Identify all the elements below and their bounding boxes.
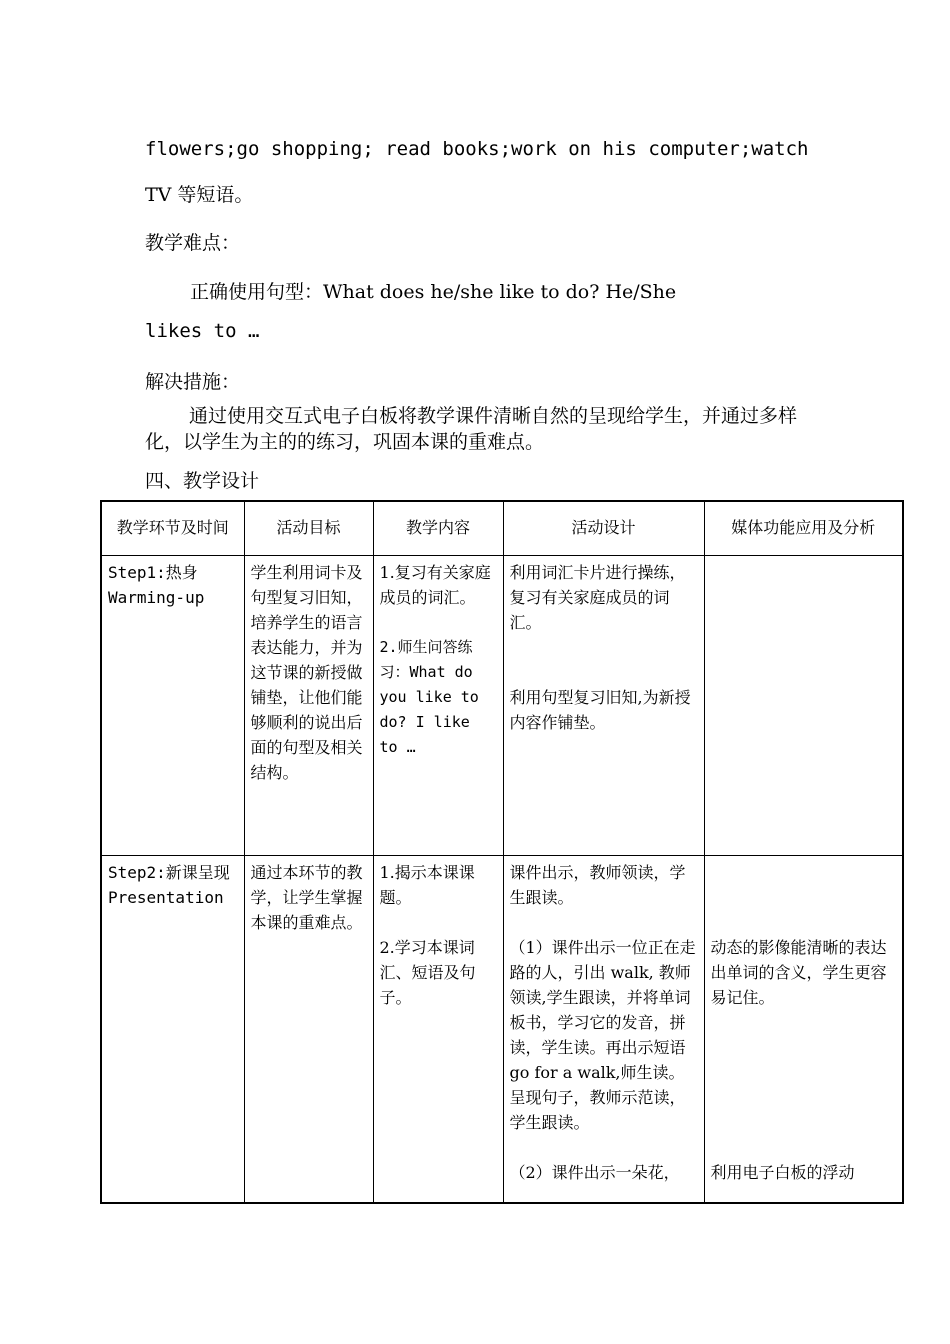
row2-content-2: 2.学习本课词汇、短语及句子。 [379,937,476,1007]
row2-step: Step2:新课呈现 Presentation [101,855,244,1203]
header-step-time: 教学环节及时间 [101,501,244,555]
table-row [101,555,903,855]
header-goal: 活动目标 [244,501,373,555]
intro-line-1: flowers;go shopping; read books;work on his computer;watch [145,138,809,160]
row1-content-2: 2.师生问答练习：What do you like to do? I like to … [379,637,479,756]
difficulty-heading: 教学难点： [145,232,241,254]
row2-design-cell [503,855,704,1203]
section-title: 四、教学设计 [145,470,260,492]
row1-content-1: 1.复习有关家庭成员的词汇。 [379,562,491,607]
row2-content-cell [373,855,503,1203]
solution-text: 通过使用交互式电子白板将教学课件清晰自然的呈现给学生，并通过多样化，以学生为主的的练习，巩固本课的重难点。 [145,405,798,453]
header-design: 活动设计 [503,501,704,555]
row1-design-2: 利用句型复习旧知,为新授内容作铺垫。 [509,687,691,732]
header-media: 媒体功能应用及分析 [704,501,903,555]
row1-design-cell [503,555,704,855]
row2-design-1: 课件出示，教师领读，学生跟读。 [509,862,686,907]
row1-design-1: 利用词汇卡片进行操练，复习有关家庭成员的词汇。 [509,562,686,632]
header-content: 教学内容 [373,501,503,555]
solution-heading: 解决措施： [145,371,241,393]
row1-step: Step1:热身 Warming-up [101,555,244,855]
row2-design-3: （2）课件出示一朵花， [509,1162,680,1182]
row2-content-1: 1.揭示本课课题。 [379,862,475,907]
table-row [101,855,903,1203]
solution-paragraph [145,403,825,455]
table-header-row [101,501,903,555]
row2-design-2: （1）课件出示一位正在走路的人，引出 walk, 教师领读,学生跟读，并将单词板书，学习它的发音，拼读，学生读。再出示短语 go for a walk,师生读。呈现句子，教师示范读，学生跟读。 [509,937,696,1132]
row2-goal: 通过本环节的教学，让学生掌握本课的重难点。 [244,855,373,1203]
row2-media-2: 利用电子白板的浮动 [710,1162,855,1182]
difficulty-line-2: likes to … [145,320,260,342]
difficulty-line-1: 正确使用句型：What does he/she like to do? He/She [190,281,677,303]
row1-content-cell [373,555,503,855]
row2-media-cell [704,855,903,1203]
lesson-design-table [100,500,904,1204]
row1-media [704,555,903,855]
intro-line-2: TV 等短语。 [145,184,254,206]
row2-media-1: 动态的影像能清晰的表达出单词的含义，学生更容易记住。 [710,937,887,1007]
row1-goal: 学生利用词卡及句型复习旧知，培养学生的语言表达能力，并为这节课的新授做铺垫，让他们能够顺利的说出后面的句型及相关结构。 [244,555,373,855]
